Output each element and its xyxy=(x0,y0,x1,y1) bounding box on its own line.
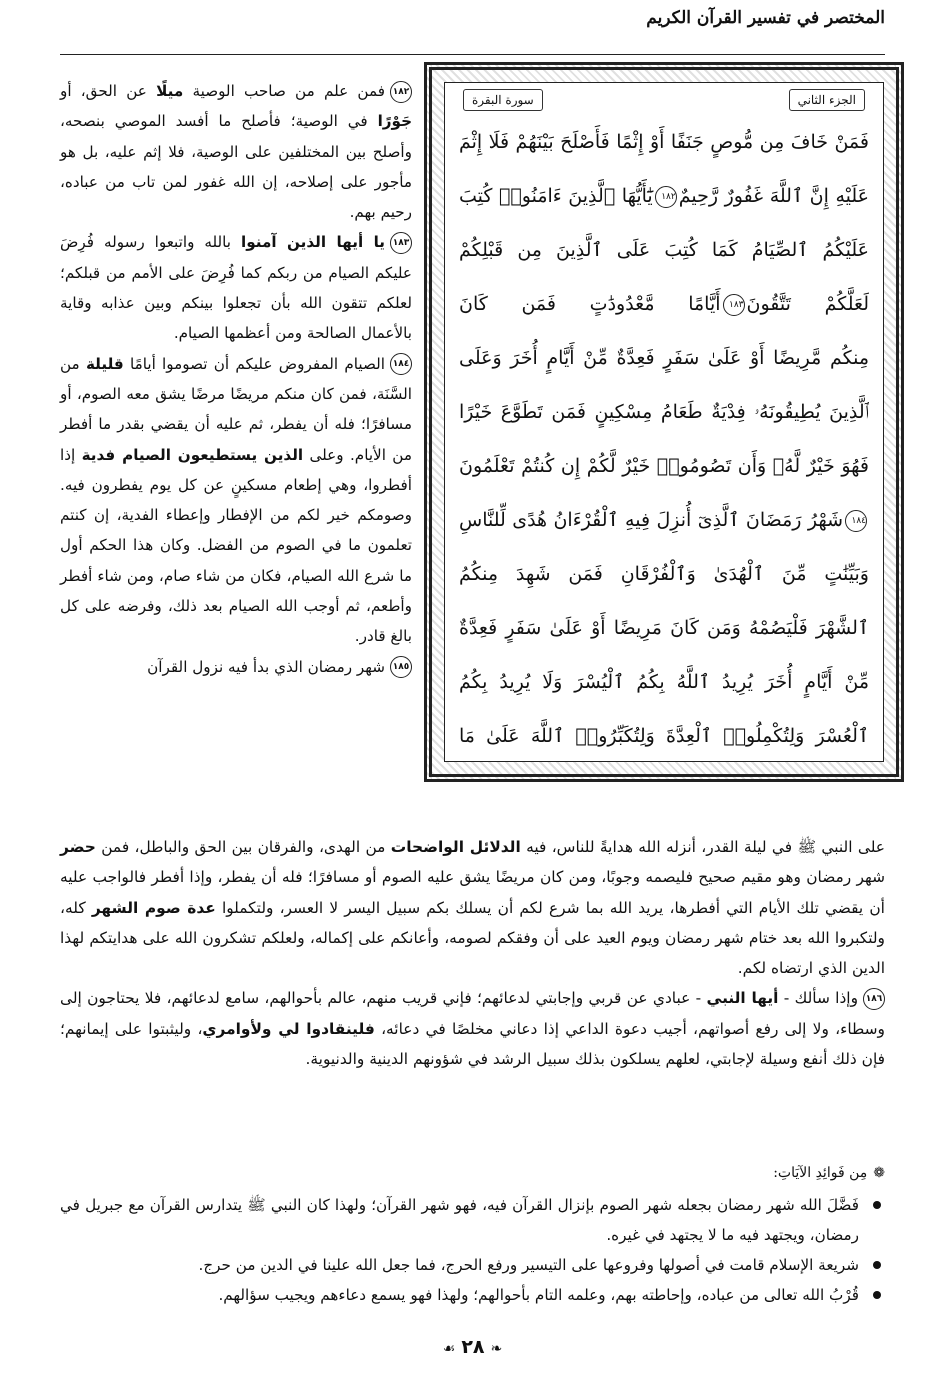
benefit-item: شريعة الإسلام قامت في أصولها وفروعها على التيسير ورفع الحرج، فما جعل الله علينا في الدين من حرج. xyxy=(60,1250,859,1280)
tafsir-paragraph-185-start xyxy=(60,652,412,682)
surah-label: سورة البقرة xyxy=(463,89,543,111)
quran-line: مِّنْ أَيَّامٍ أُخَرَ يُرِيدُ ٱللَّهُ بِكُمُ ٱلْيُسْرَ وَلَا يُرِيدُ بِكُمُ xyxy=(459,671,869,693)
verse-number-badge: ١٨٦ xyxy=(863,988,885,1010)
tafsir-keyword: قليلة xyxy=(85,354,124,373)
tafsir-text: - عبادي عن قربي وإجابتي لدعائهم؛ فإني قريب منهم، عالم بأحوالهم، سامع لدعائهم، فلا يحتاجون إلى وسطاء، ولا إلى رفع أصواتهم، أجيب دعوة الداعي إذا دعاني مخلصًا في دعائه، xyxy=(60,989,885,1038)
tafsir-text: الصيام المفروض عليكم أن تصوموا أيامًا xyxy=(129,354,386,373)
quran-line-text: لَعَلَّكُمْ تَتَّقُونَ xyxy=(746,293,869,315)
tafsir-keyword: ميلًا xyxy=(156,82,184,100)
tafsir-text: من الهدى، والفرقان بين الحق والباطل، فمن xyxy=(101,838,386,856)
tafsir-text: في الوصية؛ فأصلح ما أفسد الموصي بنصحه، وأصلح بين المختلفين على الوصية، فلا إثم عليه، بل هو مأجور على إصلاحه، إن الله غفور لمن تاب من عباده، رحيم بهم. xyxy=(60,112,412,222)
book-title-header: المختصر في تفسير القرآن الكريم xyxy=(646,8,885,28)
benefits-title-text: مِن فَوائِدِ الآيَاتِ: xyxy=(773,1165,868,1181)
page-number xyxy=(0,1336,945,1358)
tafsir-column xyxy=(60,76,412,682)
tafsir-paragraph-182 xyxy=(60,76,412,227)
ornament-icon: ❧ xyxy=(490,1341,503,1357)
tafsir-keyword: فلينقادوا لي ولأوامري xyxy=(202,1019,375,1038)
tafsir-text: بالله واتبعوا رسوله فُرِضَ عليكم الصيام من ربكم كما فُرِضَ على الأمم من قبلكم؛ لعلكم تتقون الله بأن تجعلوا بينكم وبين عذابه وقاية بالأعمال الصالحة ومن أعظمها الصيام. xyxy=(60,233,412,343)
ayah-number-marker: ١٨٢ xyxy=(655,186,677,208)
quran-line-text: يَٰٓأَيُّهَا ٱلَّذِينَ ءَامَنُوا۟ كُتِبَ xyxy=(459,185,653,207)
juz-label: الجزء الثاني xyxy=(789,89,865,111)
tafsir-text: كله، ولتكبروا الله بعد ختام شهر رمضان ويوم العيد على أن وفقكم لصومه، وأعانكم على إكماله، ولعلكم تشكرون الله على هدايتكم لهذا الدين الذي ارتضاه لكم. xyxy=(60,898,885,978)
tafsir-keyword: يا أيها الذين آمنوا xyxy=(241,233,385,252)
tafsir-keyword: حضر xyxy=(60,838,96,856)
tafsir-text: على النبي ﷺ في ليلة القدر، أنزله الله هدايةً للناس، فيه xyxy=(526,838,885,856)
tafsir-keyword: عدة صوم الشهر xyxy=(91,898,216,917)
tafsir-paragraph-184 xyxy=(60,349,412,652)
tafsir-text: شهر رمضان وهو مقيم صحيح فليصمه وجوبًا، ومن كان مريضًا يشق عليه الصوم أو مسافرًا؛ فله أن يفطر، وإذا أفطر فالواجب عليه أن يقضي تلك الأيام التي أفطرها، يريد الله بما شرع لكم أن يسلك بكم سبيل اليسر لا العسر، ولتكملوا xyxy=(60,868,885,917)
tafsir-text: إذا أفطروا، وهي إطعام مسكينٍ عن كل يوم يفطرون فيه. وصومكم خير لكم من الإفطار وإعطاء الفدية، إن كنتم تعلمون ما في الصوم من الفضل. وكان هذا الحكم أول ما شرع الله الصيام، فكان من شاء صام، ومن شاء أفطر وأطعم، ثم أوجب الله الصيام بعد ذلك، وفرضه على كل بالغ قادر. xyxy=(60,445,412,646)
quran-line: ٱلْعُسْرَ وَلِتُكْمِلُوا۟ ٱلْعِدَّةَ وَلِتُكَبِّرُوا۟ ٱللَّهَ عَلَىٰ مَا xyxy=(459,725,869,747)
tafsir-text: شهر رمضان الذي بدأ فيه نزول القرآن xyxy=(147,657,385,676)
verse-number-badge: ١٨٤ xyxy=(390,353,412,375)
quran-line xyxy=(459,277,869,331)
quran-line: ٱلشَّهْرَ فَلْيَصُمْهُ وَمَن كَانَ مَرِيضًا أَوْ عَلَىٰ سَفَرٍ فَعِدَّةٌ xyxy=(459,617,869,639)
quran-line xyxy=(459,169,869,223)
tafsir-keyword: جَوْرًا xyxy=(377,112,413,131)
quran-line: فَمَنْ خَافَ مِن مُّوصٍ جَنَفًا أَوْ إِثْمًا فَأَصْلَحَ بَيْنَهُمْ فَلَا إِثْمَ xyxy=(459,131,869,153)
tafsir-keyword: أيها النبي xyxy=(706,989,779,1008)
quran-text xyxy=(459,115,869,762)
tafsir-full-width xyxy=(60,832,885,1074)
ornament-icon: ☙ xyxy=(442,1341,456,1357)
quran-line: عَلَيْكُمُ ٱلصِّيَامُ كَمَا كُتِبَ عَلَى ٱلَّذِينَ مِن قَبْلِكُمْ xyxy=(459,239,869,261)
benefit-item: فَضَّلَ الله شهر رمضان بجعله شهر الصوم بإنزال القرآن فيه، فهو شهر القرآن؛ ولهذا كان النبي ﷺ يتدارس القرآن مع جبريل في رمضان، ويجتهد فيه ما لا يجتهد في غيره. xyxy=(60,1190,859,1250)
quran-line-text: شَهْرُ رَمَضَانَ ٱلَّذِىٓ أُنزِلَ فِيهِ ٱلْقُرْءَانُ هُدًى لِّلنَّاسِ xyxy=(459,509,843,531)
quran-line: ٱلَّذِينَ يُطِيقُونَهُۥ فِدْيَةٌ طَعَامُ مِسْكِينٍ فَمَن تَطَوَّعَ خَيْرًا xyxy=(459,401,869,423)
page-number-text: ٢٨ xyxy=(461,1336,485,1358)
tafsir-text: عن الحق، أو xyxy=(60,82,147,100)
tafsir-keyword: الدلائل الواضحات xyxy=(390,838,521,856)
quran-line-text: أَيَّامًا مَّعْدُودَٰتٍ فَمَن كَانَ xyxy=(459,293,721,315)
verse-number-badge: ١٨٥ xyxy=(390,656,412,678)
benefits-list xyxy=(60,1190,885,1310)
quran-line-text: عَلَيْهِ إِنَّ ٱللَّهَ غَفُورٌ رَّحِيمٌ xyxy=(678,185,869,207)
quran-line: فَهُوَ خَيْرٌ لَّهُۥ وَأَن تَصُومُوا۟ خَيْرٌ لَّكُمْ إِن كُنتُمْ تَعْلَمُونَ xyxy=(459,455,869,477)
quran-line: مِنكُم مَّرِيضًا أَوْ عَلَىٰ سَفَرٍ فَعِدَّةٌ مِّنْ أَيَّامٍ أُخَرَ وَعَلَى xyxy=(459,347,869,369)
ayah-number-marker: ١٨٤ xyxy=(845,510,867,532)
verse-number-badge: ١٨٢ xyxy=(390,81,412,103)
quran-page xyxy=(444,82,884,762)
tafsir-text: فمن علم من صاحب الوصية xyxy=(192,82,386,100)
benefits-section xyxy=(60,1158,885,1310)
quran-frame xyxy=(424,62,904,782)
benefits-heading xyxy=(60,1158,885,1188)
ayah-number-marker: ١٨٣ xyxy=(723,294,745,316)
tafsir-keyword: الذين يستطيعون الصيام فدية xyxy=(81,445,304,464)
tafsir-paragraph-185 xyxy=(60,832,885,983)
quran-line: وَبَيِّنَٰتٍ مِّنَ ٱلْهُدَىٰ وَٱلْفُرْقَانِ فَمَن شَهِدَ مِنكُمُ xyxy=(459,563,869,585)
quran-line xyxy=(459,493,869,547)
header-divider xyxy=(60,54,885,55)
tafsir-paragraph-186 xyxy=(60,983,885,1074)
tafsir-paragraph-183 xyxy=(60,227,412,348)
verse-number-badge: ١٨٣ xyxy=(390,232,412,254)
benefit-item: قُرْبُ الله تعالى من عباده، وإحاطته بهم، وعلمه التام بأحوالهم؛ ولهذا فهو يسمع دعاءهم ويجيب سؤالهم. xyxy=(60,1280,859,1310)
tafsir-text: ، وليثبتوا على إيمانهم؛ فإن ذلك أنفع وسيلة لإجابتي، لعلهم يسلكون بذلك سبيل الرشد في شؤونهم الدينية والدنيوية. xyxy=(60,1019,885,1069)
flower-ornament-icon: ❁ xyxy=(873,1165,885,1181)
tafsir-text: من السَّنَة، فمن كان منكم مريضًا مرضًا يشق معه الصوم، أو مسافرًا؛ فله أن يفطر، ثم عليه أن يقضي بقدر ما أفطر من الأيام. وعلى xyxy=(60,354,413,464)
tafsir-text: وإذا سألك - xyxy=(783,989,859,1008)
